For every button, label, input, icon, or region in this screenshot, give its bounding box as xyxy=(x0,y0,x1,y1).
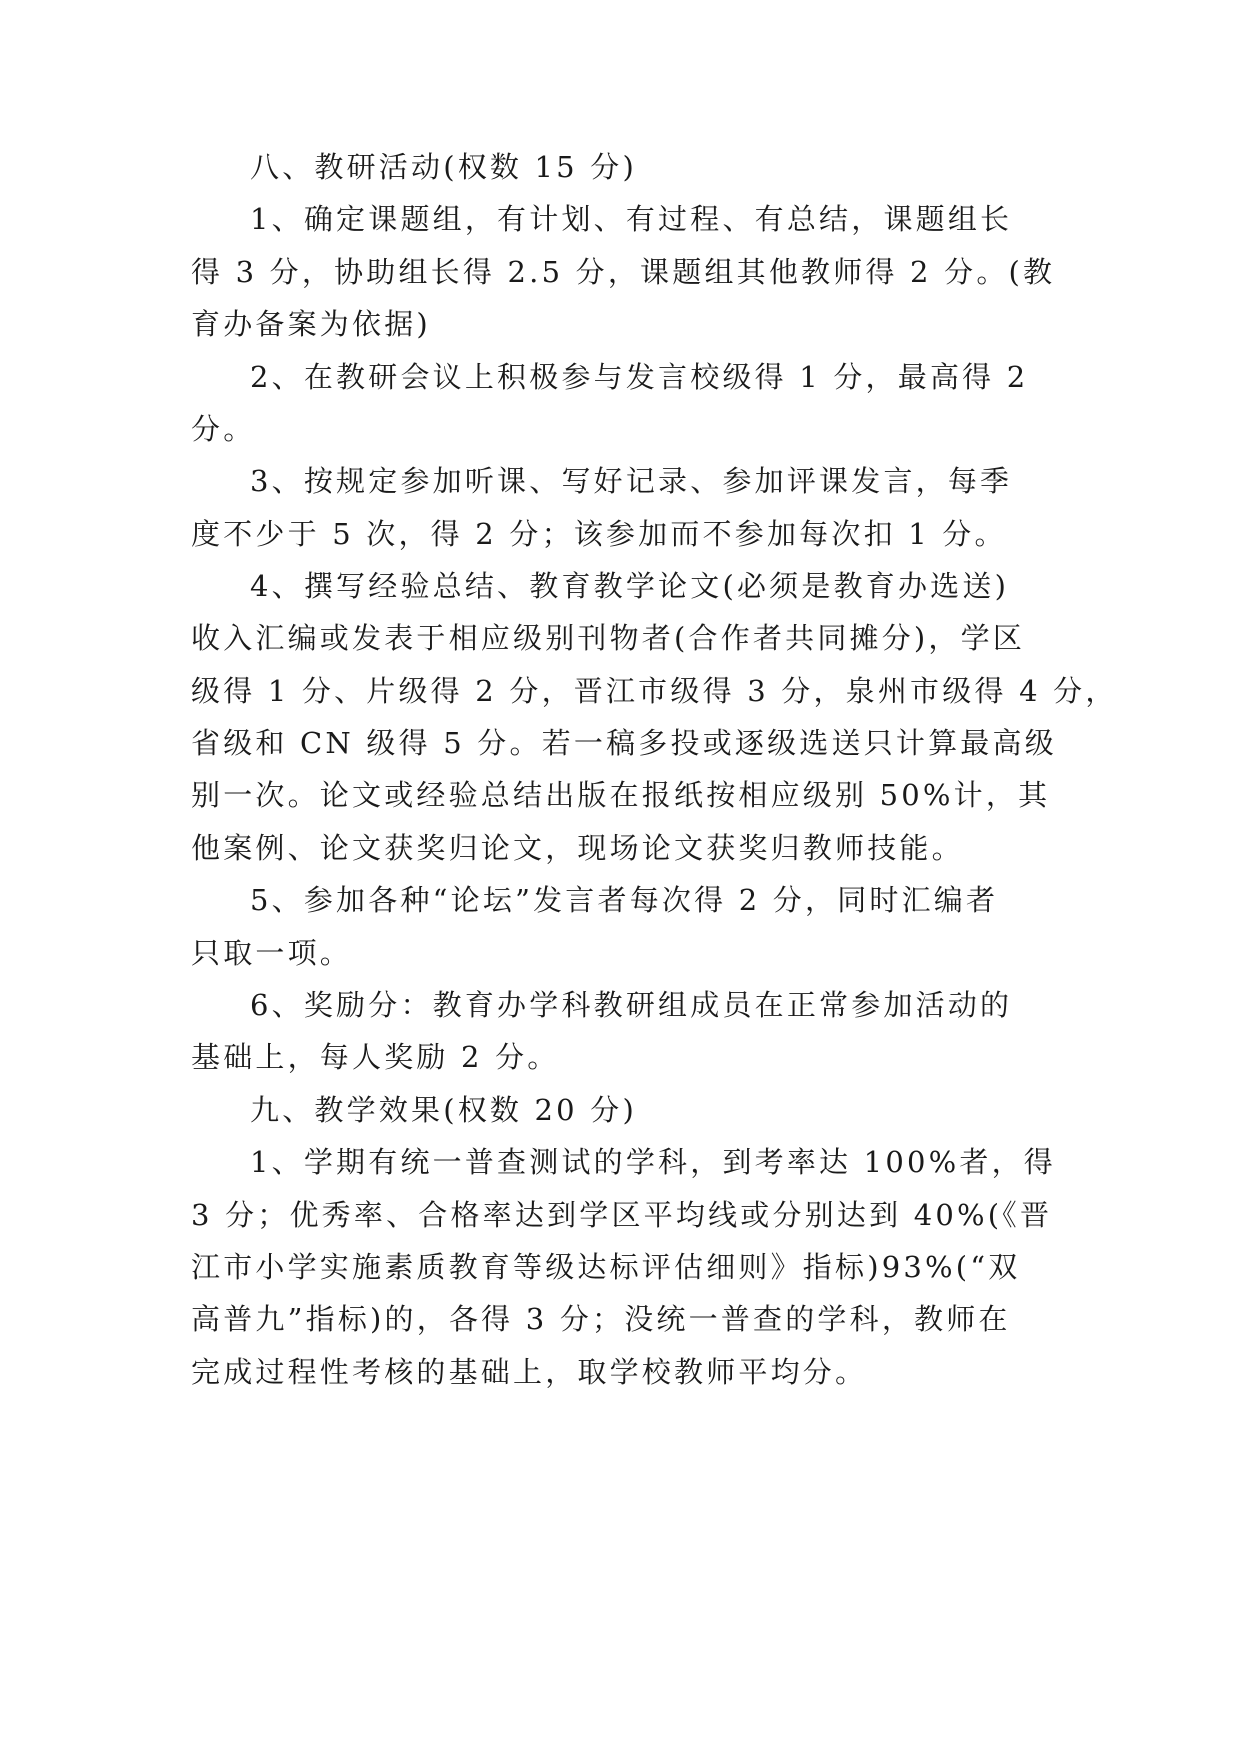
paragraph-line: 收入汇编或发表于相应级别刊物者(合作者共同摊分)，学区 xyxy=(191,621,1026,655)
paragraph-line: 度不少于 5 次，得 2 分；该参加而不参加每次扣 1 分。 xyxy=(191,517,1007,551)
paragraph-line: 只取一项。 xyxy=(191,936,353,970)
paragraph-line: 4、撰写经验总结、教育教学论文(必须是教育办选送) xyxy=(250,569,1010,603)
paragraph-line: 2、在教研会议上积极参与发言校级得 1 分，最高得 2 xyxy=(250,360,1029,394)
paragraph-line: 5、参加各种“论坛”发言者每次得 2 分，同时汇编者 xyxy=(250,883,999,917)
paragraph-line: 育办备案为依据) xyxy=(191,307,431,341)
paragraph-line: 别一次。论文或经验总结出版在报纸按相应级别 50%计，其 xyxy=(191,778,1051,812)
paragraph-line: 3 分；优秀率、合格率达到学区平均线或分别达到 40%(《晋 xyxy=(191,1198,1053,1232)
paragraph-line: 基础上，每人奖励 2 分。 xyxy=(191,1040,560,1074)
paragraph-line: 6、奖励分：教育办学科教研组成员在正常参加活动的 xyxy=(250,988,1013,1022)
paragraph-line: 完成过程性考核的基础上，取学校教师平均分。 xyxy=(191,1355,868,1389)
paragraph-line: 1、确定课题组，有计划、有过程、有总结，课题组长 xyxy=(250,202,1013,236)
paragraph-line: 江市小学实施素质教育等级达标评估细则》指标)93%(“双 xyxy=(191,1250,1021,1284)
paragraph-line: 分。 xyxy=(191,412,256,446)
paragraph-line: 级得 1 分、片级得 2 分，晋江市级得 3 分，泉州市级得 4 分， xyxy=(191,674,1118,708)
paragraph-line: 省级和 CN 级得 5 分。若一稿多投或逐级选送只计算最高级 xyxy=(191,726,1057,760)
section-heading-8: 八、教研活动(权数 15 分) xyxy=(250,150,637,184)
paragraph-line: 3、按规定参加听课、写好记录、参加评课发言，每季 xyxy=(250,464,1013,498)
paragraph-line: 高普九”指标)的，各得 3 分；没统一普查的学科，教师在 xyxy=(191,1302,1011,1336)
section-heading-9: 九、教学效果(权数 20 分) xyxy=(250,1093,637,1127)
paragraph-line: 他案例、论文获奖归论文，现场论文获奖归教师技能。 xyxy=(191,831,964,865)
paragraph-line: 得 3 分，协助组长得 2.5 分，课题组其他教师得 2 分。(教 xyxy=(191,255,1056,289)
paragraph-line: 1、学期有统一普查测试的学科，到考率达 100%者，得 xyxy=(250,1145,1056,1179)
